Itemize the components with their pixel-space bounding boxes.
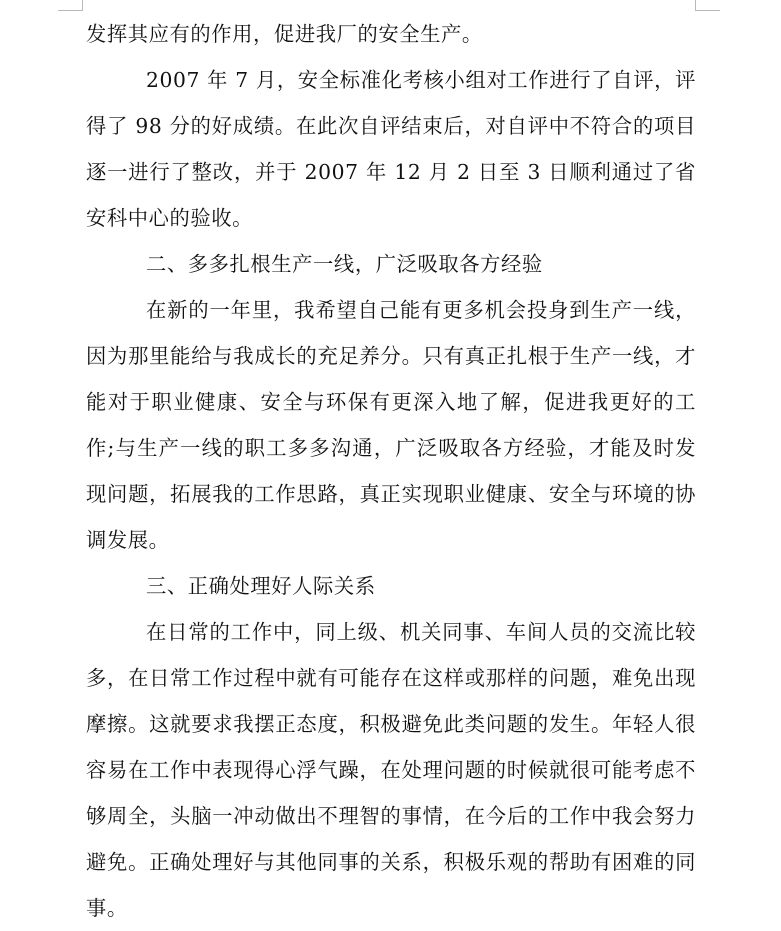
paragraph-self-evaluation: 2007 年 7 月，安全标准化考核小组对工作进行了自评，评得了 98 分的好成绩。在此次自评结束后，对自评中不符合的项目逐一进行了整改，并于 2007 年 12 月 2 日至 3 日顺利通过了省安科中心的验收。 bbox=[86, 68, 696, 230]
section-heading-3: 三、正确处理好人际关系 bbox=[146, 574, 376, 598]
margin-mark-top-right bbox=[695, 0, 720, 11]
paragraph-production-line: 在新的一年里，我希望自己能有更多机会投身到生产一线，因为那里能给与我成长的充足养分。只有真正扎根于生产一线，才能对于职业健康、安全与环保有更深入地了解，促进我更好的工作;与生产一线的职工多多沟通，广泛吸取各方经验，才能及时发现问题，拓展我的工作思路，真正实现职业健康、安全与环境的协调发展。 bbox=[86, 298, 696, 552]
paragraph-continued: 发挥其应有的作用，促进我厂的安全生产。 bbox=[86, 22, 483, 46]
paragraph-relationships: 在日常的工作中，同上级、机关同事、车间人员的交流比较多，在日常工作过程中就有可能存在这样或那样的问题，难免出现摩擦。这就要求我摆正态度，积极避免此类问题的发生。年轻人很容易在工作中表现得心浮气躁，在处理问题的时候就很可能考虑不够周全，头脑一冲动做出不理智的事情，在今后的工作中我会努力避免。正确处理好与其他同事的关系，积极乐观的帮助有困难的同事。 bbox=[86, 620, 696, 920]
document-body bbox=[86, 11, 696, 931]
section-heading-2: 二、多多扎根生产一线，广泛吸取各方经验 bbox=[146, 252, 543, 276]
margin-mark-top-left bbox=[58, 0, 83, 11]
